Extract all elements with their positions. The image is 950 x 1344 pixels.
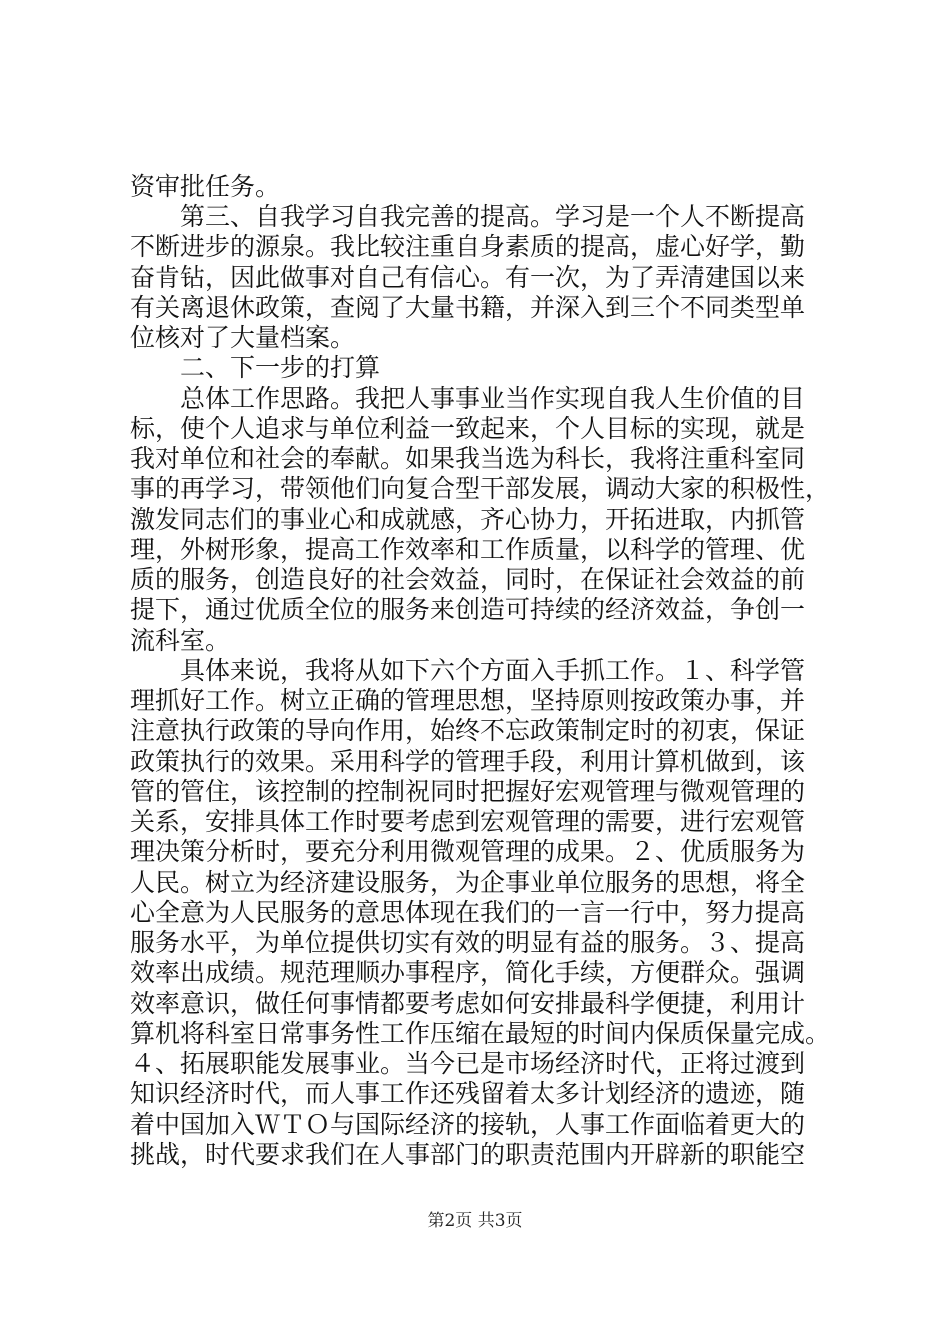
text-line: 着中国加入ＷＴＯ与国际经济的接轨，人事工作面临着更大的 (130, 1110, 806, 1139)
text-line: 质的服务，创造良好的社会效益，同时，在保证社会效益的前 (130, 565, 806, 594)
section-heading: 二、下一步的打算 (130, 353, 381, 382)
text-line: 效率出成绩。规范理顺办事程序，简化手续，方便群众。强调 (130, 958, 806, 987)
text-line: 提下，通过优质全位的服务来创造可持续的经济效益，争创一 (130, 595, 806, 624)
text-line: 服务水平，为单位提供切实有效的明显有益的服务。３、提高 (130, 928, 806, 957)
text-line: 具体来说，我将从如下六个方面入手抓工作。１、科学管 (130, 656, 806, 685)
text-line: 奋肯钻，因此做事对自己有信心。有一次，为了弄清建国以来 (130, 263, 806, 292)
text-line: 我对单位和社会的奉献。如果我当选为科长，我将注重科室同 (130, 444, 806, 473)
text-line: 理决策分析时，要充分利用微观管理的成果。２、优质服务为 (130, 837, 806, 866)
text-line: 总体工作思路。我把人事事业当作实现自我人生价值的目 (130, 384, 806, 413)
text-line: 激发同志们的事业心和成就感，齐心协力，开拓进取，内抓管 (130, 505, 806, 534)
text-line: 挑战，时代要求我们在人事部门的职责范围内开辟新的职能空 (130, 1140, 806, 1169)
text-line: 心全意为人民服务的意思体现在我们的一言一行中，努力提高 (130, 898, 806, 927)
text-line: 关系，安排具体工作时要考虑到宏观管理的需要，进行宏观管 (130, 807, 806, 836)
text-line: ４、拓展职能发展事业。当今已是市场经济时代，正将过渡到 (130, 1049, 806, 1078)
text-line: 位核对了大量档案。 (130, 323, 356, 352)
text-line: 标，使个人追求与单位利益一致起来，个人目标的实现，就是 (130, 414, 806, 443)
text-line: 有关离退休政策，查阅了大量书籍，并深入到三个不同类型单 (130, 293, 806, 322)
text-line: 流科室。 (130, 626, 231, 655)
text-line: 算机将科室日常事务性工作压缩在最短的时间内保质保量完成。 (130, 1019, 831, 1048)
text-line: 效率意识，做任何事情都要考虑如何安排最科学便捷，利用计 (130, 989, 806, 1018)
text-line: 不断进步的源泉。我比较注重自身素质的提高，虚心好学，勤 (130, 232, 806, 261)
text-line: 管的管住，该控制的控制祝同时把握好宏观管理与微观管理的 (130, 777, 806, 806)
text-line: 注意执行政策的导向作用，始终不忘政策制定时的初衷，保证 (130, 716, 806, 745)
text-line: 人民。树立为经济建设服务，为企事业单位服务的思想，将全 (130, 868, 806, 897)
text-line: 理，外树形象，提高工作效率和工作质量，以科学的管理、优 (130, 535, 806, 564)
text-line: 第三、自我学习自我完善的提高。学习是一个人不断提高 (130, 202, 806, 231)
text-line: 理抓好工作。树立正确的管理思想，坚持原则按政策办事，并 (130, 686, 806, 715)
text-line: 政策执行的效果。采用科学的管理手段，利用计算机做到，该 (130, 747, 806, 776)
text-line: 知识经济时代，而人事工作还残留着太多计划经济的遗迹，随 (130, 1079, 806, 1108)
text-line: 资审批任务。 (130, 172, 281, 201)
page-number-footer: 第2页 共3页 (427, 1211, 523, 1231)
text-line: 事的再学习，带领他们向复合型干部发展，调动大家的积极性， (130, 474, 831, 503)
